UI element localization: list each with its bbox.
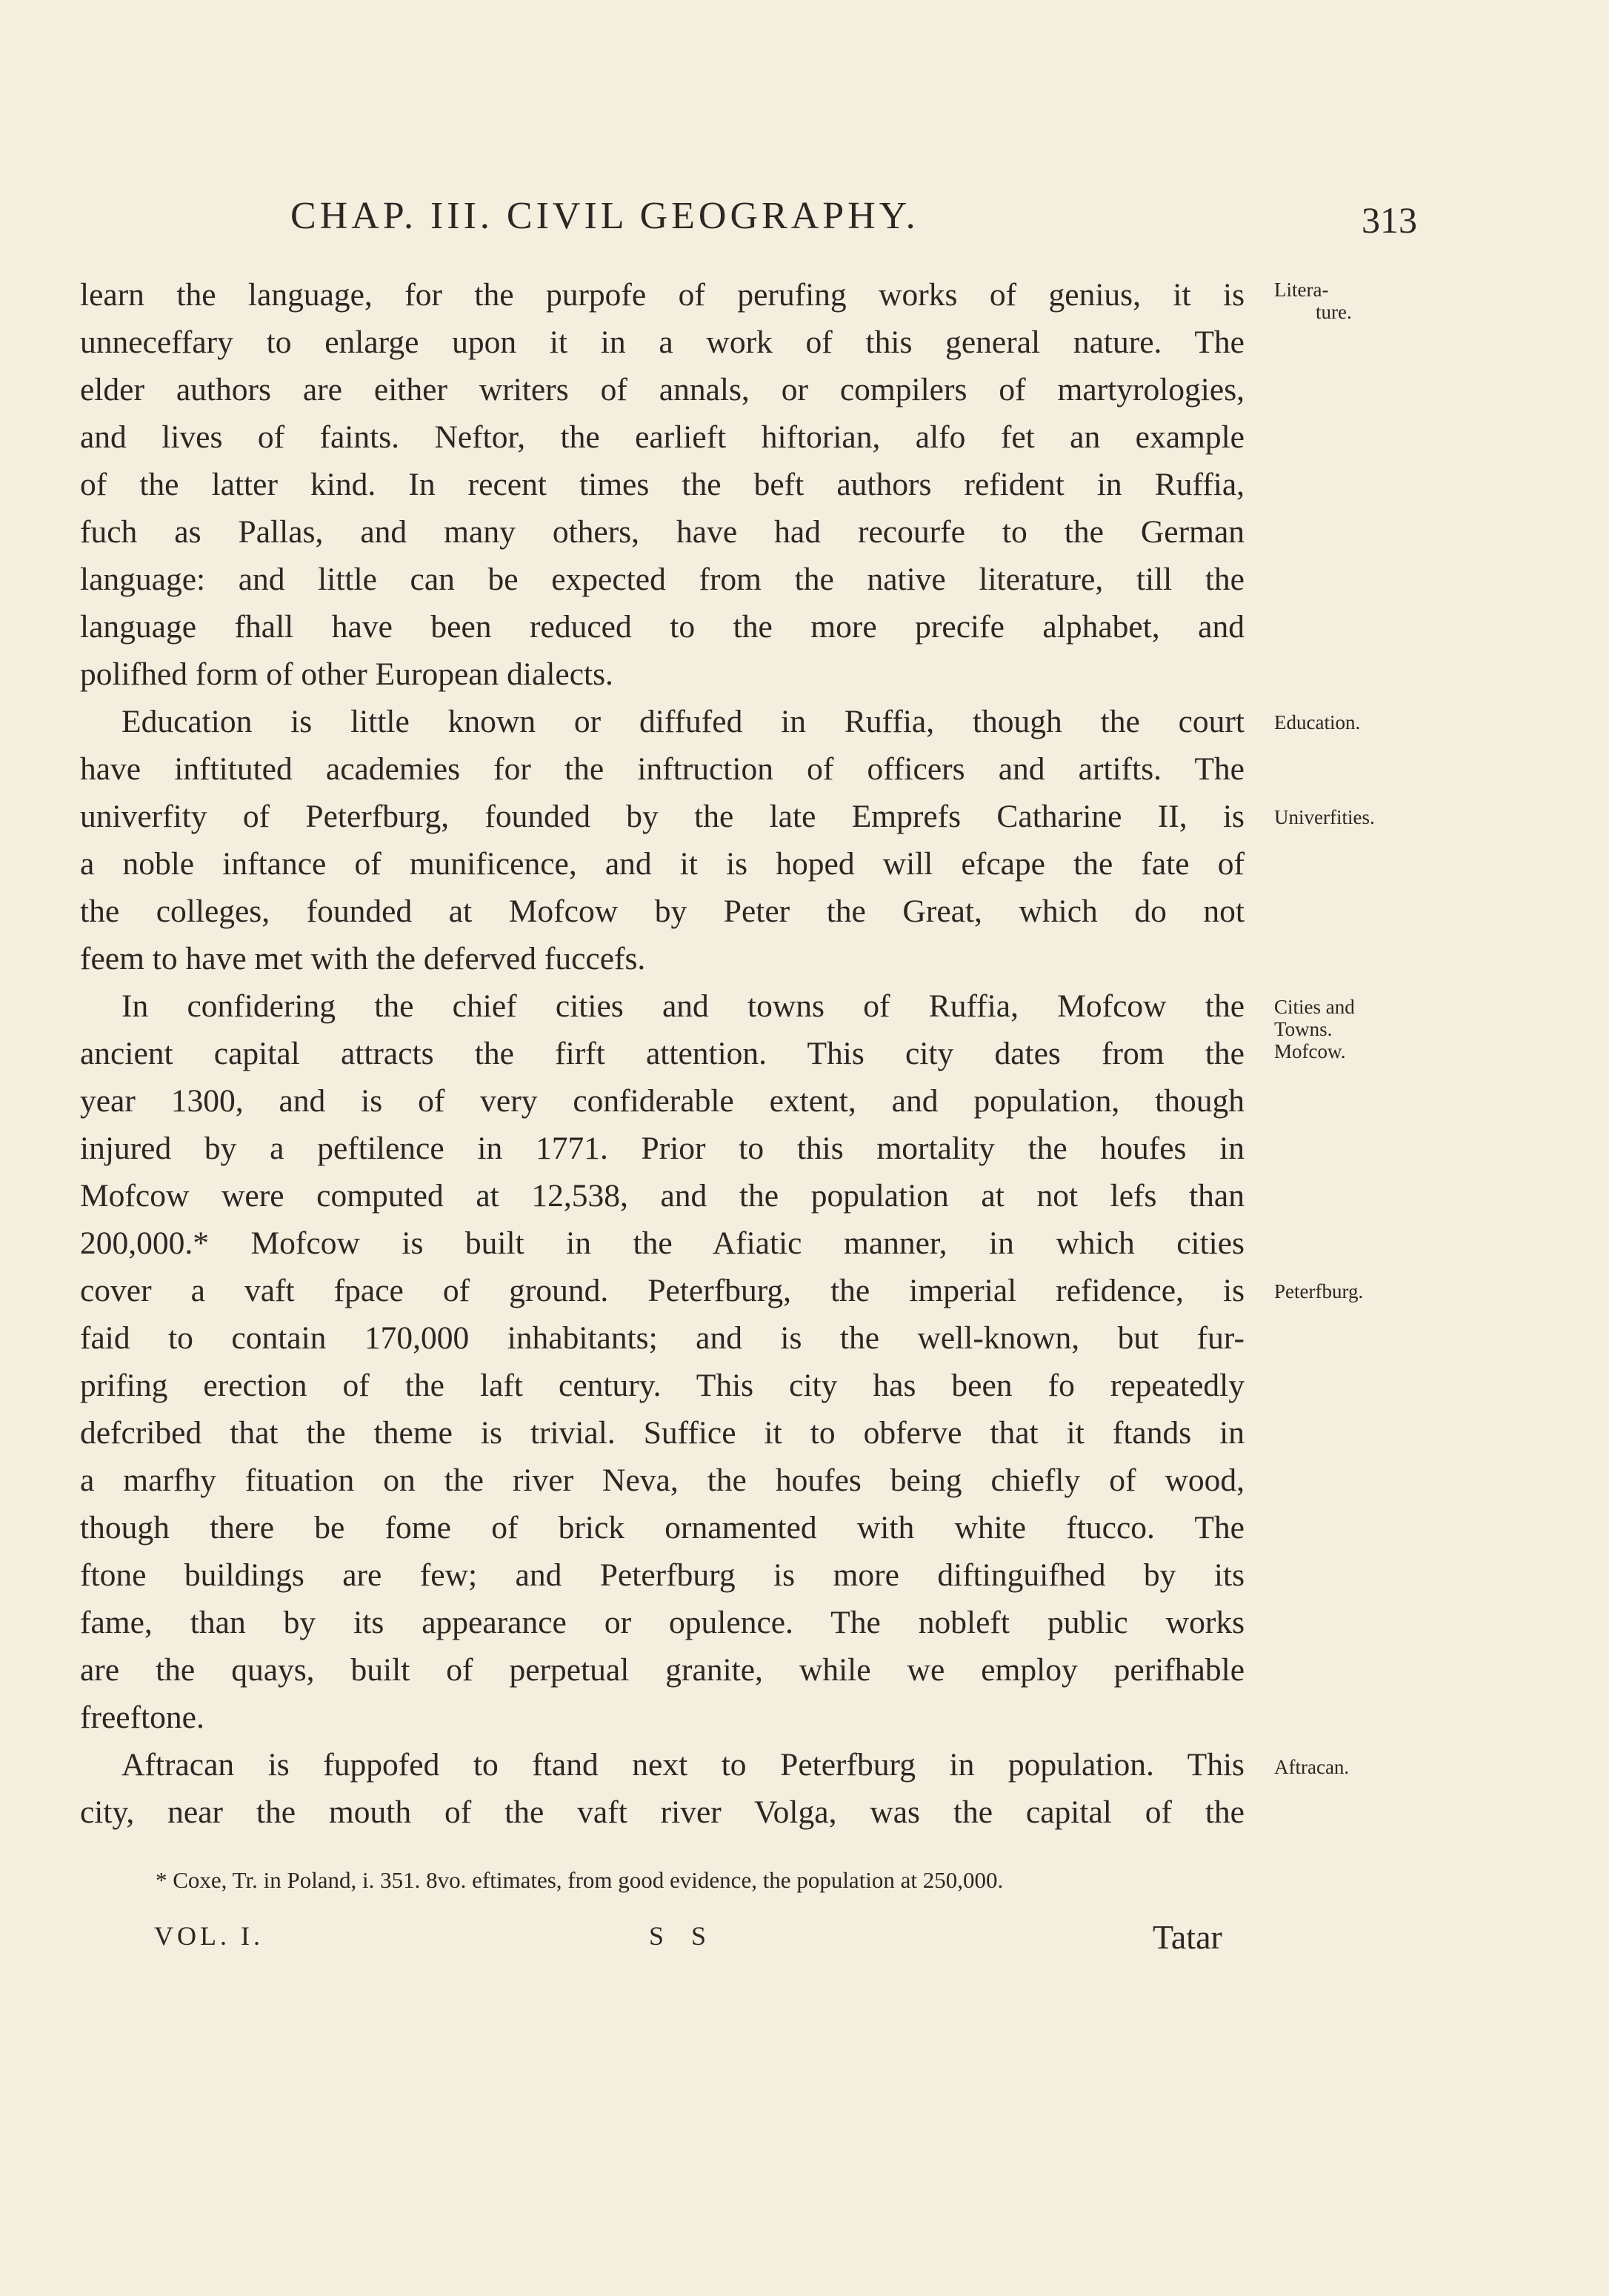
- text-line: fuch as Pallas, and many others, have had recourfe to the German: [80, 514, 1245, 550]
- paragraph-start-cities: In confidering the chief cities and towns of Ruffia, Mofcow the: [121, 988, 1245, 1024]
- margin-note-line: Litera-: [1274, 279, 1329, 301]
- text-line: polifhed form of other European dialects.: [80, 656, 613, 692]
- margin-note-universities: [1274, 806, 1422, 828]
- margin-note-education: [1274, 711, 1422, 733]
- body-text: [80, 271, 1245, 1836]
- text-line: Mofcow were computed at 12,538, and the population at not lefs than: [80, 1178, 1245, 1214]
- margin-note-line: Mofcow.: [1274, 1040, 1346, 1062]
- text-line: faid to contain 170,000 inhabitants; and is the well-known, but fur-: [80, 1320, 1245, 1356]
- margin-note-line: ture.: [1316, 301, 1352, 323]
- margin-note-petersburg: [1274, 1280, 1422, 1302]
- text-line: unneceffary to enlarge upon it in a work of this general nature. The: [80, 325, 1245, 360]
- text-line: learn the language, for the purpofe of perufing works of genius, it is: [80, 277, 1245, 313]
- text-line: injured by a peftilence in 1771. Prior to this mortality the houfes in: [80, 1131, 1245, 1166]
- text-line: language fhall have been reduced to the more precife alphabet, and: [80, 609, 1245, 645]
- text-line: though there be fome of brick ornamented with white ftucco. The: [80, 1510, 1245, 1545]
- margin-note-line: Education.: [1274, 711, 1361, 733]
- text-line: of the latter kind. In recent times the beft authors refident in Ruffia,: [80, 467, 1245, 502]
- footnote: * Coxe, Tr. in Poland, i. 351. 8vo. eftimates, from good evidence, the population at 250,000.: [156, 1867, 1004, 1893]
- text-line: ftone buildings are few; and Peterfburg is more diftinguifhed by its: [80, 1557, 1245, 1593]
- text-line: ancient capital attracts the firft attention. This city dates from the: [80, 1036, 1245, 1071]
- catchword: Tatar: [1153, 1918, 1222, 1956]
- text-line: elder authors are either writers of annals, or compilers of martyrologies,: [80, 372, 1245, 407]
- text-line: language: and little can be expected from the native literature, till the: [80, 562, 1245, 597]
- page-number: 313: [1362, 199, 1417, 241]
- text-line: 200,000.* Mofcow is built in the Afiatic manner, in which cities: [80, 1225, 1245, 1261]
- paragraph-start-astracan: Aftracan is fuppofed to ftand next to Peterfburg in population. This: [121, 1747, 1245, 1783]
- volume-label: VOL. I.: [154, 1921, 264, 1951]
- text-line: cover a vaft fpace of ground. Peterfburg, the imperial refidence, is: [80, 1273, 1245, 1308]
- margin-note-line: Aftracan.: [1274, 1756, 1350, 1778]
- text-line: feem to have met with the deferved fuccefs.: [80, 941, 646, 976]
- margin-note-line: Univerfities.: [1274, 806, 1375, 828]
- text-line: defcribed that the theme is trivial. Suffice it to obferve that it ftands in: [80, 1415, 1245, 1451]
- text-line: fame, than by its appearance or opulence. The nobleft public works: [80, 1605, 1245, 1640]
- margin-note-astracan: [1274, 1756, 1422, 1778]
- text-line: and lives of faints. Neftor, the earlieft hiftorian, alfo fet an example: [80, 419, 1245, 455]
- margin-note-line: Cities and: [1274, 996, 1355, 1018]
- paragraph-start-education: Education is little known or diffufed in Ruffia, though the court: [121, 704, 1245, 739]
- running-title: CHAP. III. CIVIL GEOGRAPHY.: [290, 195, 919, 237]
- text-line: city, near the mouth of the vaft river Volga, was the capital of the: [80, 1794, 1245, 1830]
- text-line: univerfity of Peterfburg, founded by the late Emprefs Catharine II, is: [80, 799, 1245, 834]
- margin-note-line: Towns.: [1274, 1018, 1333, 1040]
- text-line: year 1300, and is of very confiderable extent, and population, though: [80, 1083, 1245, 1119]
- text-line: a noble inftance of munificence, and it is hoped will efcape the fate of: [80, 846, 1245, 882]
- text-line: are the quays, built of perpetual granite, while we employ perifhable: [80, 1652, 1245, 1688]
- text-line: prifing erection of the laft century. This city has been fo repeatedly: [80, 1368, 1245, 1403]
- margin-note-literature: [1274, 279, 1422, 323]
- signature-mark: S S: [649, 1921, 717, 1951]
- margin-note-line: Peterfburg.: [1274, 1280, 1364, 1302]
- text-line: have inftituted academies for the inftruction of officers and artifts. The: [80, 751, 1245, 787]
- text-line: freeftone.: [80, 1700, 204, 1735]
- margin-note-cities: [1274, 996, 1422, 1062]
- text-line: a marfhy fituation on the river Neva, the houfes being chiefly of wood,: [80, 1463, 1245, 1498]
- text-line: the colleges, founded at Mofcow by Peter the Great, which do not: [80, 894, 1245, 929]
